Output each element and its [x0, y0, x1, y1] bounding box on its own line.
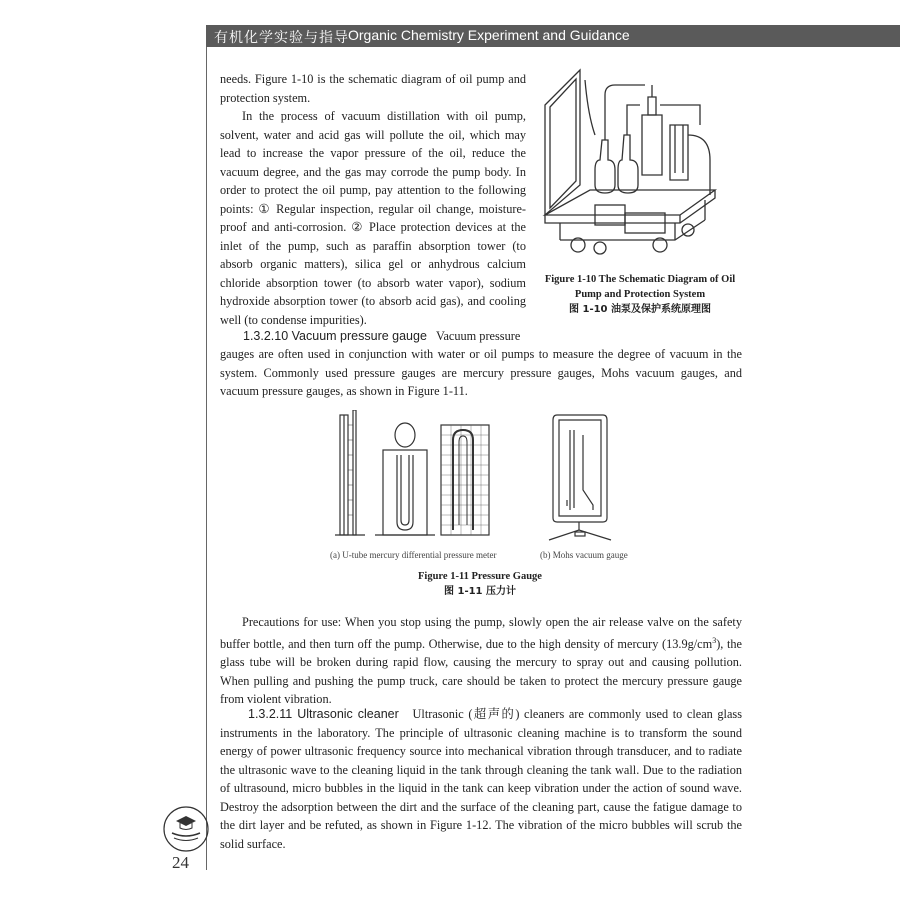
paragraph-precautions [220, 613, 742, 709]
paragraph-vacuum-gauge: gauges are often used in conjunction with water or oil pumps to measure the degree of vacuum in the system. Commonly used pressure gauges are mercury pressure gauges, Mohs vacuum gauges, and vacuum pressure gauges, as shown in Figure 1-11. [220, 347, 742, 398]
publisher-logo-seal [162, 805, 210, 853]
page-number: 24 [172, 853, 189, 872]
figure-1-11-caption-en: Figure 1-11 Pressure Gauge [418, 571, 542, 582]
figure-1-10-caption-line2: Pump and Protection System [574, 289, 706, 300]
figure-1-10-pump-system [540, 65, 740, 260]
figure-1-10-caption-line1: Figure 1-10 The Schematic Diagram of Oil [544, 274, 736, 285]
section-1-3-2-11-title: 1.3.2.11 Ultrasonic cleaner [248, 707, 399, 721]
paragraph-intro: needs. Figure 1-10 is the schematic diagram of oil pump and protection system. [220, 72, 526, 105]
precautions-text-a: Precautions for use: When you stop using the pump, slowly open the air release valve on the safety buffer bottle, and then turn off the pump. Otherwise, due to the high density of mercury (13.9g/cm [220, 615, 742, 651]
section-1-3-2-11-text: Ultrasonic (超声的) cleaners are commonly used to clean glass instruments in the laboratory. The principle of ultrasonic cleaning machine is to transform the sound energy of power ultrasonic frequency source into mechanical vibration through transducer, and to radiate the ultrasonic wave to the cleaning liquid in the tank through cleaning the tank wall. Due to the radiation of ultrasound, micro bubbles in the liquid in the tank can keep vibration under the action of sound wave. Destroy the adsorption between the dirt and the surface of the cleaning part, cause the fatigue damage to the dirt layer and be refuted, as shown in Figure 1-12. The vibration of the micro bubbles will scrub the solid surface. [220, 707, 742, 851]
margin-rule [206, 47, 207, 870]
header-title-cn: 有机化学实验与指导 [214, 30, 349, 46]
figure-1-11-a-u-tube-manometer [335, 410, 495, 540]
figure-1-11-caption-cn: 图 1-11 压力计 [444, 586, 516, 597]
figure-1-10-caption-cn: 图 1-10 油泵及保护系统原理图 [569, 304, 711, 315]
paragraph-oil-protection: In the process of vacuum distillation with oil pump, solvent, water and acid gas will pollute the oil, which may lead to increase the vapor pressure of the oil, reduce the vacuum degree, and the gas may corrode the pump body. In order to protect the oil pump, pay attention to the following points: ① Regular inspection, regular oil change, moisture-proof and anti-corrosion. ② Place protection devices at the inlet of the pump, such as paraffin absorption tower (to absorb organic matters), silica gel or anhydrous calcium chloride absorption tower (to absorb water vapor), sodium hydroxide absorption tower (to absorb acid gas), and cooling well (to condense impurities). [220, 109, 526, 327]
section-1-3-2-10-heading [243, 327, 533, 346]
figure-1-11-b-mohs-gauge [545, 410, 620, 545]
figure-1-10-caption [540, 272, 740, 317]
section-1-3-2-10-title: 1.3.2.10 Vacuum pressure gauge [243, 329, 427, 343]
header-title-en: Organic Chemistry Experiment and Guidance [348, 27, 630, 43]
figure-1-11-subcaption-b: (b) Mohs vacuum gauge [540, 550, 628, 560]
paragraph-ultrasonic-cleaner [220, 705, 742, 853]
figure-1-11-caption [380, 569, 580, 599]
figure-1-11-subcaption-a: (a) U-tube mercury differential pressure meter [330, 550, 497, 560]
precautions-superscript: 3 [712, 635, 717, 645]
precautions-text-b: ), the glass tube will be broken during rapid flow, causing the mercury to spray out and causing pollution. When pulling and pushing the pump truck, care should be taken to protect the mercury pressure gauge from violent vibration. [220, 636, 742, 707]
section-1-3-2-10-lead: Vacuum pressure [435, 329, 521, 343]
